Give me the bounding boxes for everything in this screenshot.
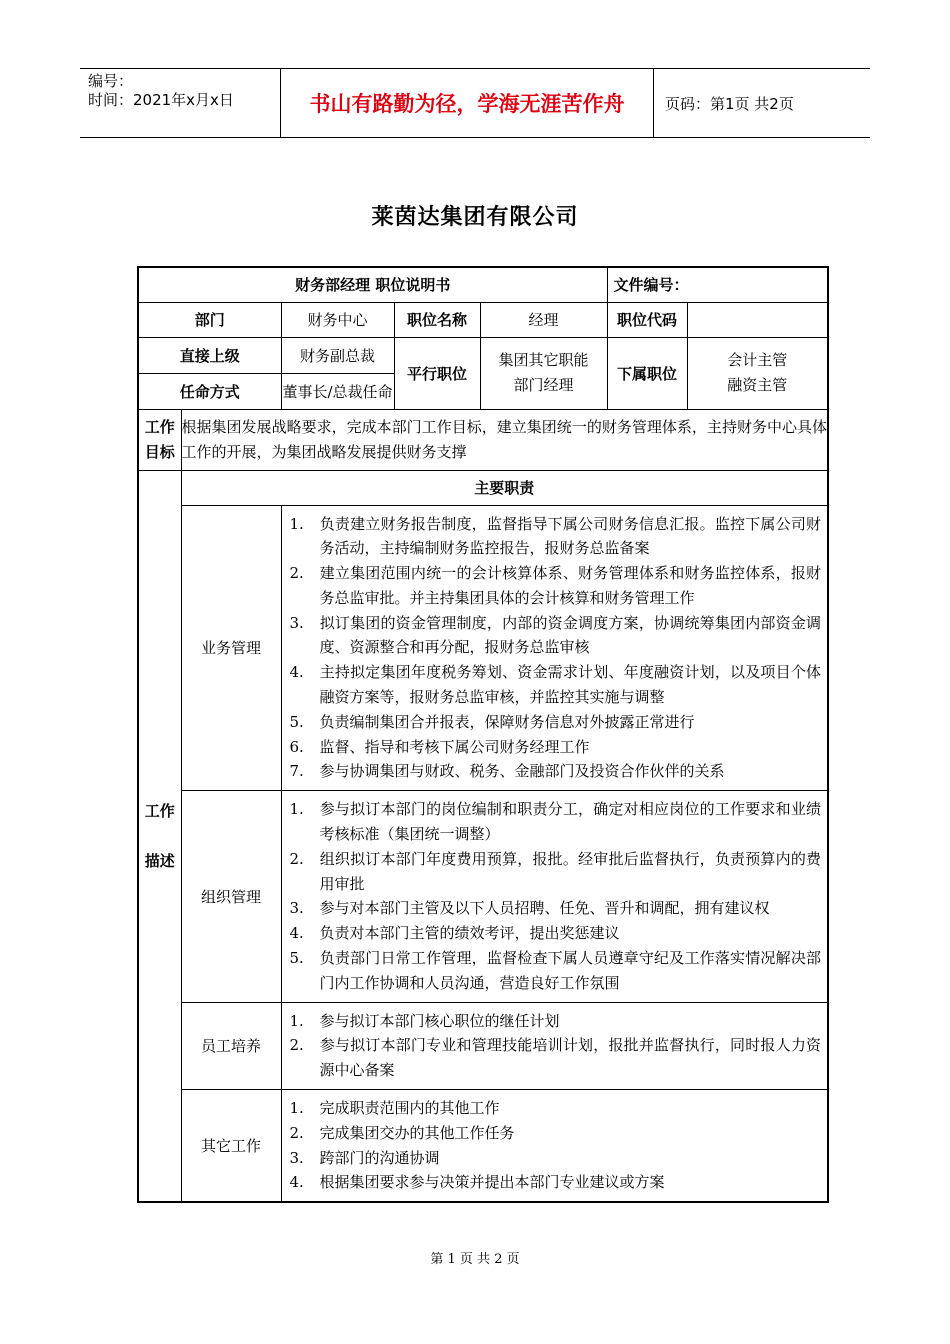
superior-label: 直接上级 [138,337,281,373]
section-duties [281,791,828,1002]
motto: 书山有路勤为径，学海无涯苦作舟 [281,69,654,137]
code-value [687,302,828,337]
duty-item: 4. 根据集团要求参与决策并提出本部门专业建议或方案 [289,1173,665,1192]
duty-item: 2. 参与拟订本部门专业和管理技能培训计划，报批并监督执行，同时报人力资源中心备案 [289,1036,822,1080]
duty-item: 7. 参与协调集团与财政、税务、金融部门及投资合作伙伴的关系 [289,762,725,781]
appoint-label: 任命方式 [138,373,281,409]
sub-label: 下属职位 [607,337,687,409]
number-label: 编号： [88,72,134,90]
page-info: 页码：第1页 共2页 [665,94,794,113]
duty-item: 1. 负责建立财务报告制度，监督指导下属公司财务信息汇报。监控下属公司财务活动，主持编制财务监控报告，报财务总监备案 [289,514,822,558]
section-duties [281,1002,828,1089]
header-meta [80,69,281,137]
duties-header: 主要职责 [181,470,828,505]
parallel-value [480,337,607,409]
section-name: 其它工作 [181,1090,281,1203]
goal-label [138,409,181,470]
duty-item: 3. 跨部门的沟通协调 [289,1148,440,1167]
duty-item: 3. 参与对本部门主管及以下人员招聘、任免、晋升和调配，拥有建议权 [289,899,770,918]
appoint-value: 董事长/总裁任命 [281,373,394,409]
goal-text: 根据集团发展战略要求，完成本部门工作目标，建立集团统一的财务管理体系，主持财务中心具体工作的开展，为集团战略发展提供财务支撑 [181,409,828,470]
superior-value: 财务副总裁 [281,337,394,373]
time-label: 时间：2021年x月x日 [88,91,234,109]
doc-title: 财务部经理 职位说明书 [138,267,607,302]
desc-label-line-1: 工作 [144,801,175,820]
parallel-value-line-1: 集团其它职能 [498,351,589,369]
section-name: 组织管理 [181,791,281,1002]
duty-item: 3. 拟订集团的资金管理制度，内部的资金调度方案，协调统筹集团内部资金调度、资源整合和再分配，报财务总监审核 [289,613,822,657]
duty-item: 1. 完成职责范围内的其他工作 [289,1099,500,1118]
duty-list [282,1090,828,1201]
sub-value-line-2: 融资主管 [727,376,788,394]
position-label: 职位名称 [394,302,480,337]
position-value: 经理 [480,302,607,337]
section-duties [281,505,828,791]
duty-list [282,506,828,791]
duty-list [282,1003,828,1089]
goal-label-line-1: 工作 [144,417,175,436]
duty-item: 2. 建立集团范围内统一的会计核算体系、财务管理体系和财务监控体系，报财务总监审批。并主持集团具体的会计核算和财务管理工作 [289,564,822,607]
code-label: 职位代码 [607,302,687,337]
duty-item: 1. 参与拟订本部门核心职位的继任计划 [289,1011,560,1030]
desc-label [138,470,181,1202]
desc-label-line-2: 描述 [144,851,175,870]
page-footer: 第 1 页 共 2 页 [430,1252,520,1267]
duty-item: 4. 主持拟定集团年度税务筹划、资金需求计划、年度融资计划，以及项目个体融资方案等，报财务总监审核，并监控其实施与调整 [289,663,822,707]
duty-item: 2. 完成集团交办的其他工作任务 [289,1123,515,1142]
dept-label: 部门 [138,302,281,337]
job-description-table [137,266,829,1203]
duty-item: 1. 参与拟订本部门的岗位编制和职责分工，确定对相应岗位的工作要求和业绩考核标准（集团统一调整） [289,800,822,844]
duty-item: 2. 组织拟订本部门年度费用预算，报批。经审批后监督执行，负责预算内的费用审批 [289,849,822,893]
file-no-label: 文件编号： [607,267,828,302]
parallel-label: 平行职位 [394,337,480,409]
document-header [80,68,870,138]
duty-item: 4. 负责对本部门主管的绩效考评，提出奖惩建议 [289,924,620,943]
section-name: 业务管理 [181,505,281,791]
sub-value [687,337,828,409]
parallel-value-line-2: 部门经理 [513,376,574,394]
duty-item: 6. 监督、指导和考核下属公司财务经理工作 [289,737,590,756]
dept-value: 财务中心 [281,302,394,337]
section-duties [281,1090,828,1203]
duty-item: 5. 负责部门日常工作管理，监督检查下属人员遵章守纪及工作落实情况解决部门内工作协调和人员沟通，营造良好工作氛围 [289,949,822,992]
company-title: 莱茵达集团有限公司 [371,205,579,230]
section-name: 员工培养 [181,1002,281,1089]
sub-value-line-1: 会计主管 [727,351,788,369]
duty-list [282,791,828,1001]
goal-label-line-2: 目标 [144,442,175,461]
duty-item: 5. 负责编制集团合并报表，保障财务信息对外披露正常进行 [289,712,695,731]
